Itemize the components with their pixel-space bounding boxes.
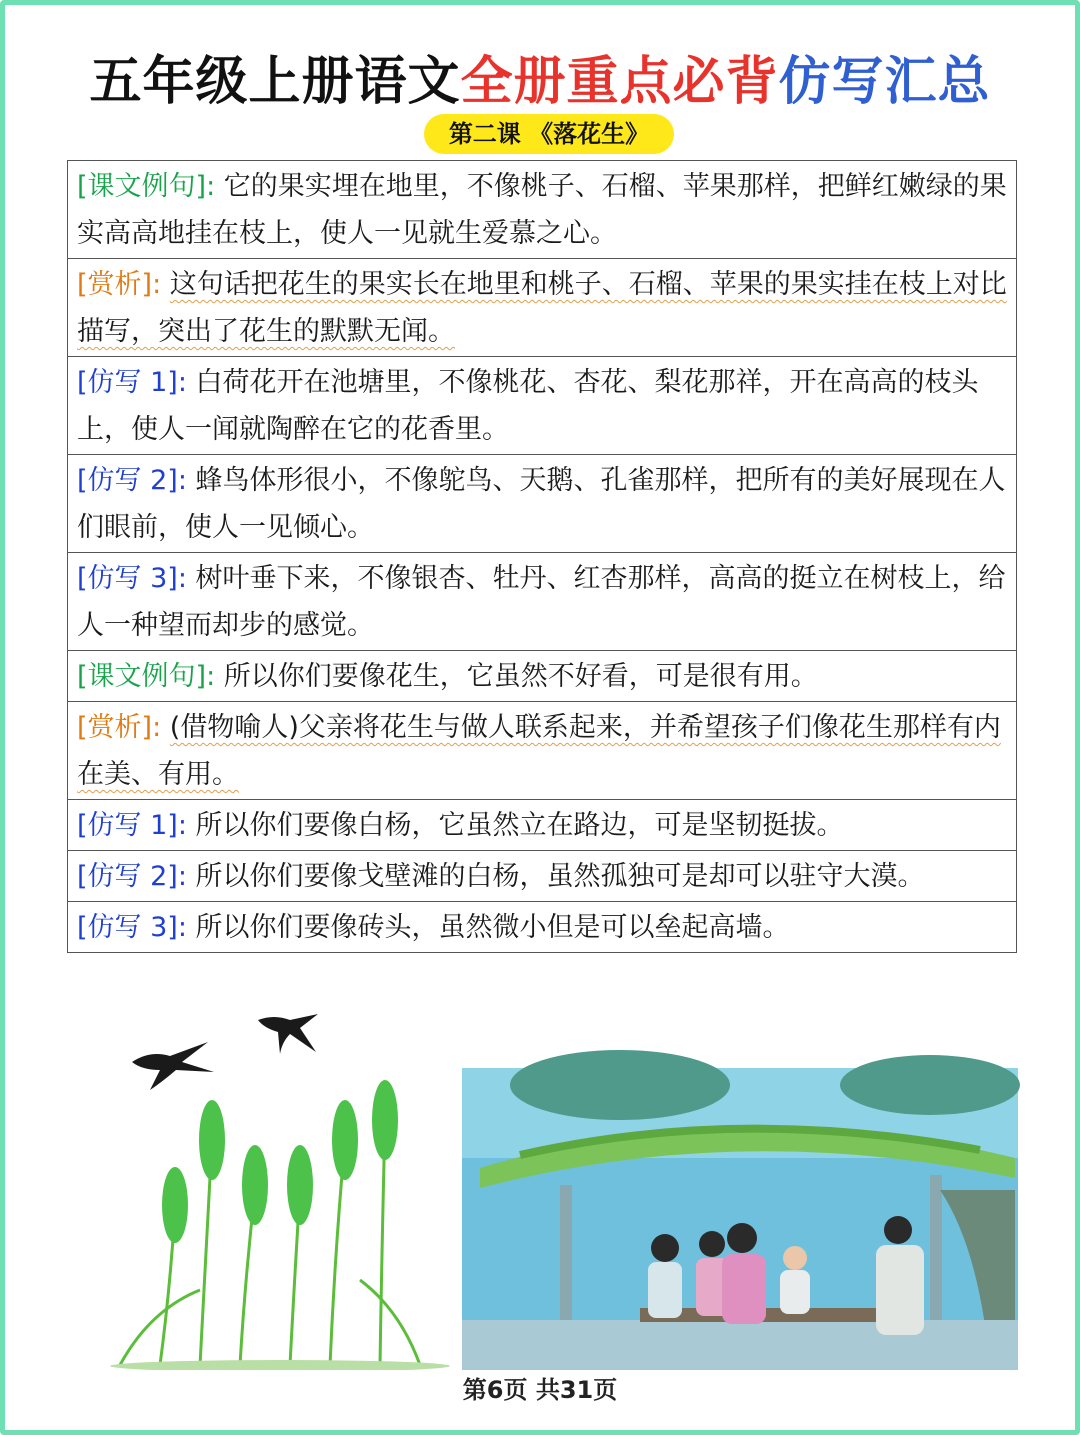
row-text: 它的果实埋在地里，不像桃子、石榴、苹果那样，把鲜红嫩绿的果实高高地挂在枝上，使人一见就生爱慕之心。 bbox=[77, 171, 1007, 249]
bird-icon bbox=[258, 1014, 318, 1054]
row-separator: : bbox=[206, 171, 216, 202]
table-row bbox=[68, 702, 1017, 800]
row-separator: : bbox=[177, 367, 187, 398]
table-row bbox=[68, 455, 1017, 553]
wheat-icon bbox=[110, 1080, 450, 1370]
row-text: 白荷花开在池塘里，不像桃花、杏花、梨花那祥，开在高高的枝头上，使人一闻就陶醉在它的花香里。 bbox=[77, 367, 979, 445]
pavilion-scene-image bbox=[462, 1050, 1020, 1370]
table-cell bbox=[68, 259, 1017, 357]
table-cell bbox=[68, 455, 1017, 553]
table-cell bbox=[68, 357, 1017, 455]
row-separator: : bbox=[152, 269, 162, 300]
row-tag: [仿写 1] bbox=[77, 367, 178, 398]
row-text: 所以你们要像白杨，它虽然立在路边，可是坚韧挺拔。 bbox=[195, 810, 844, 841]
illustration-area bbox=[0, 990, 1080, 1370]
table-row bbox=[68, 651, 1017, 702]
title-part-grade: 五年级上册语文 bbox=[89, 51, 461, 112]
table-cell bbox=[68, 902, 1017, 953]
table-cell bbox=[68, 161, 1017, 259]
table-cell bbox=[68, 800, 1017, 851]
row-tag: [仿写 1] bbox=[77, 810, 178, 841]
row-separator: : bbox=[152, 712, 162, 743]
row-tag: [仿写 3] bbox=[77, 912, 178, 943]
table-cell bbox=[68, 651, 1017, 702]
table-row bbox=[68, 800, 1017, 851]
row-tag: [赏析] bbox=[77, 269, 153, 300]
row-separator: : bbox=[177, 465, 187, 496]
row-tag: [课文例句] bbox=[77, 171, 207, 202]
table-cell bbox=[68, 553, 1017, 651]
row-separator: : bbox=[177, 563, 187, 594]
row-text: 所以你们要像花生，它虽然不好看，可是很有用。 bbox=[223, 661, 818, 692]
table-row bbox=[68, 851, 1017, 902]
row-tag: [赏析] bbox=[77, 712, 153, 743]
table-row bbox=[68, 553, 1017, 651]
row-text: 树叶垂下来，不像银杏、牡丹、红杏那样，高高的挺立在树枝上，给人一种望而却步的感觉。 bbox=[77, 563, 1006, 641]
row-separator: : bbox=[177, 912, 187, 943]
imitation-table bbox=[67, 160, 1017, 953]
title-part-key: 全册重点必背 bbox=[460, 51, 779, 112]
row-text: 所以你们要像戈壁滩的白杨，虽然孤独可是却可以驻守大漠。 bbox=[195, 861, 925, 892]
row-separator: : bbox=[177, 810, 187, 841]
page-title bbox=[0, 44, 1080, 120]
page-counter: 第6页 共31页 bbox=[462, 1376, 618, 1404]
table-cell bbox=[68, 851, 1017, 902]
row-separator: : bbox=[177, 861, 187, 892]
table-cell bbox=[68, 702, 1017, 800]
lesson-subtitle: 第二课 《落花生》 bbox=[424, 114, 674, 154]
row-text: 蜂鸟体形很小，不像鸵鸟、天鹅、孔雀那样，把所有的美好展现在人们眼前，使人一见倾心。 bbox=[77, 465, 1006, 543]
row-tag: [仿写 2] bbox=[77, 861, 178, 892]
row-tag: [课文例句] bbox=[77, 661, 207, 692]
row-text: 这句话把花生的果实长在地里和桃子、石榴、苹果的果实挂在枝上对比描写，突出了花生的默默无闻。 bbox=[77, 269, 1007, 347]
title-part-summary: 仿写汇总 bbox=[778, 51, 991, 112]
row-tag: [仿写 3] bbox=[77, 563, 178, 594]
row-tag: [仿写 2] bbox=[77, 465, 178, 496]
table-row bbox=[68, 161, 1017, 259]
row-separator: : bbox=[206, 661, 216, 692]
table-row bbox=[68, 902, 1017, 953]
table-row bbox=[68, 357, 1017, 455]
row-text: (借物喻人)父亲将花生与做人联系起来，并希望孩子们像花生那样有内在美、有用。 bbox=[77, 712, 1001, 790]
row-text: 所以你们要像砖头，虽然微小但是可以垒起高墙。 bbox=[195, 912, 790, 943]
table-row bbox=[68, 259, 1017, 357]
